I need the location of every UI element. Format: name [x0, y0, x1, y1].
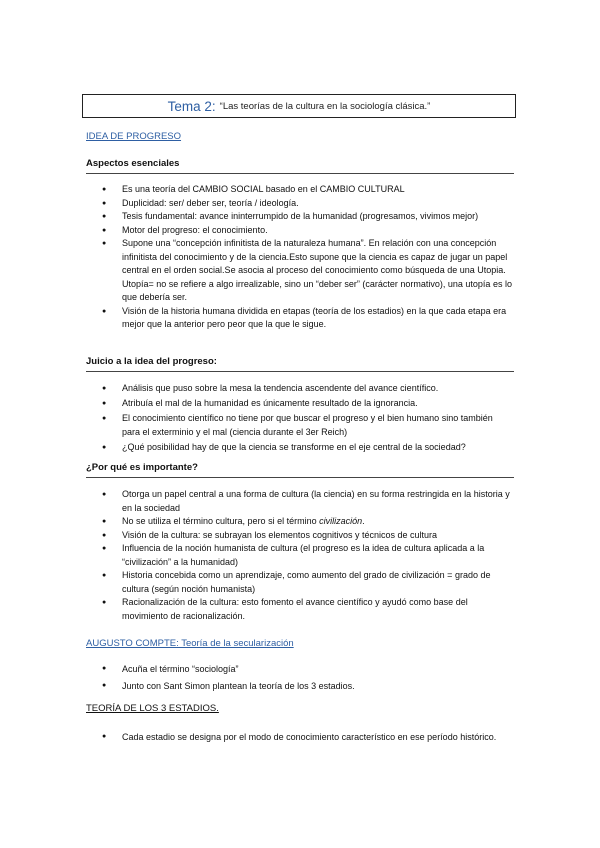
list-item: ● El conocimiento científico no tiene por que buscar el progreso y el bien humano sino también para el exterminio y el mal (ciencia durante el 3er Reich) [100, 412, 512, 439]
list-item: ● Otorga un papel central a una forma de cultura (la ciencia) en su forma restringida en la historia y en la sociedad [100, 488, 512, 515]
list-item: ● Motor del progreso: el conocimiento. [100, 224, 512, 238]
list-item: ● Tesis fundamental: avance ininterrumpido de la humanidad (progresamos, vivimos mejor) [100, 210, 512, 224]
heading-augusto-compte[interactable]: AUGUSTO COMPTE: Teoría de la secularización [86, 638, 294, 649]
list-item: ● Atribuía el mal de la humanidad es únicamente resultado de la ignorancia. [100, 397, 512, 411]
list-item: ● Cada estadio se designa por el modo de conocimiento característico en ese período histórico. [100, 730, 512, 745]
list-item: ● ¿Qué posibilidad hay de que la ciencia se transforme en el eje central de la sociedad? [100, 441, 512, 455]
heading-teoria-3-estadios: TEORÍA DE LOS 3 ESTADIOS. [86, 703, 219, 714]
list-item: ● Supone una “concepción infinitista de la naturaleza humana”. En relación con una concepción infinitista del conocimiento y de la ciencia.Esto supone que la ciencia es capaz de jugar un papel central en el orden social.Se asocia al proceso del conocimiento como búsqueda de una Utopia. Utopía= no se refiere a algo irrealizable, sino un “deber ser” (carácter normativo), una utopía es lo que debería ser. [100, 237, 512, 305]
list-item: ● Duplicidad: ser/ deber ser, teoría / ideología. [100, 197, 512, 211]
list-aspectos [100, 183, 512, 332]
list-item: ● Junto con Sant Simon plantean la teoría de los 3 estadios. [100, 679, 512, 694]
list-item-text: No se utiliza el término cultura, pero si el término [122, 516, 317, 526]
list-item: ● Análisis que puso sobre la mesa la tendencia ascendente del avance científico. [100, 382, 512, 396]
list-estadios [100, 730, 512, 747]
list-compte [100, 662, 512, 695]
subheading-juicio: Juicio a la idea del progreso: [86, 356, 514, 372]
italic-term: civilización [319, 516, 363, 526]
list-juicio [100, 382, 512, 456]
heading-idea-de-progreso[interactable]: IDEA DE PROGRESO [86, 131, 182, 142]
subheading-aspectos-esenciales: Aspectos esenciales [86, 158, 514, 174]
title-subtitle: “Las teorías de la cultura en la sociología clásica.” [219, 100, 431, 112]
list-item: ● Acuña el término “sociología” [100, 662, 512, 677]
list-item: ● Racionalización de la cultura: esto fomento el avance científico y ayudó como base del movimiento de racionalización. [100, 596, 512, 623]
list-item: ● Historia concebida como un aprendizaje, como aumento del grado de civilización = grado de cultura (según noción humanista) [100, 569, 512, 596]
list-item: ● Visión de la historia humana dividida en etapas (teoría de los estadios) en la que cada etapa era mejor que la anterior pero peor que la que le sigue. [100, 305, 512, 332]
list-importante [100, 488, 512, 623]
title-box [82, 94, 516, 118]
list-item: ● Visión de la cultura: se subrayan los elementos cognitivos y técnicos de cultura [100, 529, 512, 543]
title-main: Tema 2: [167, 98, 216, 114]
list-item: ● Influencia de la noción humanista de cultura (el progreso es la idea de cultura aplicada a la “civilización” a la humanidad) [100, 542, 512, 569]
subheading-por-que-importante: ¿Por qué es importante? [86, 462, 514, 478]
list-item [100, 515, 512, 529]
list-item: ● Es una teoría del CAMBIO SOCIAL basado en el CAMBIO CULTURAL [100, 183, 512, 197]
italic-suffix: . [362, 516, 365, 526]
